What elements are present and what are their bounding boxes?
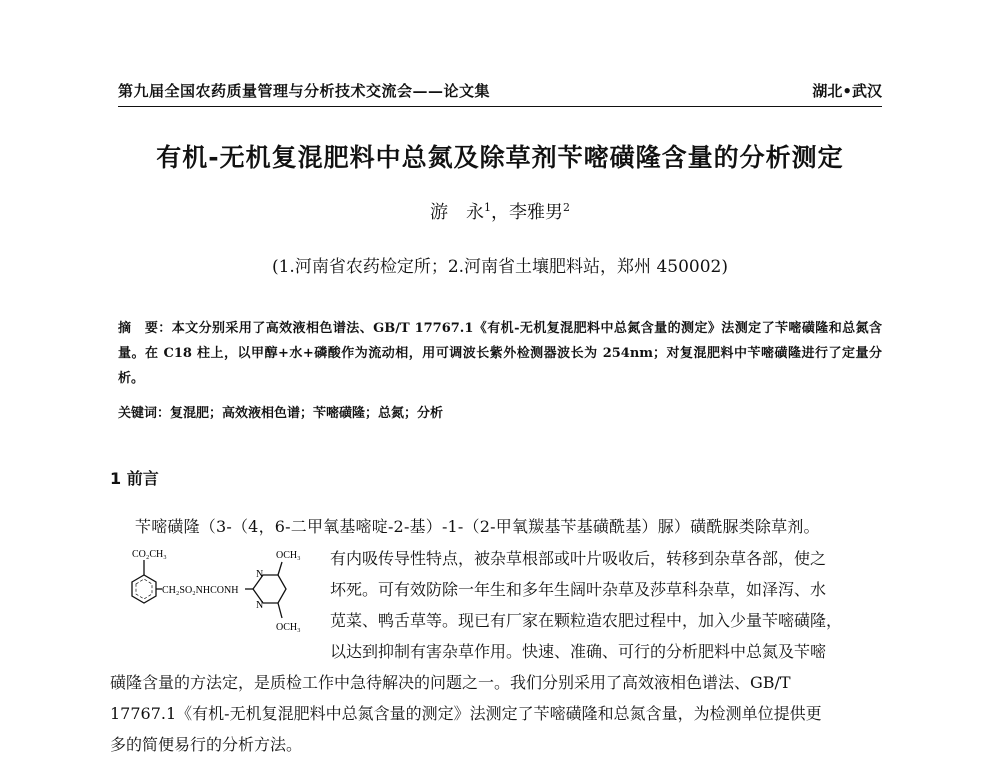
author-2: 李雅男 [509, 202, 563, 223]
body-line: 有内吸传导性特点，被杂草根部或叶片吸收后，转移到杂草各部，使之 [330, 549, 827, 568]
running-header-right: 湖北•武汉 [812, 82, 882, 100]
keywords-text: 复混肥；高效液相色谱；苄嘧磺隆；总氮；分析 [170, 406, 444, 421]
och3-top-label: OCH₃ [276, 550, 301, 561]
running-header-left: 第九届全国农药质量管理与分析技术交流会——论文集 [118, 82, 491, 100]
linker-label: CH₂SO₂NHCONH [162, 585, 239, 596]
authors [0, 198, 1000, 224]
co2ch3-label: CO₂CH₃ [132, 549, 167, 560]
author-1: 游 永 [430, 202, 484, 223]
keywords [118, 402, 443, 421]
body-line: 17767.1《有机-无机复混肥料中总氮含量的测定》法测定了苄嘧磺隆和总氮含量，为检测单位提供更 [110, 704, 822, 723]
body-line: 磺隆含量的方法定，是质检工作中急待解决的问题之一。我们分别采用了高效液相色谱法、GB/T [110, 673, 791, 692]
author-separator: ， [491, 202, 509, 223]
och3-bottom-label: OCH₃ [276, 622, 301, 633]
n-top-label: N [256, 569, 264, 580]
abstract-label: 摘 要： [118, 321, 172, 336]
author-1-affil: 1 [484, 201, 491, 214]
section-heading: 1 前言 [110, 469, 159, 488]
keywords-label: 关键词： [118, 406, 171, 421]
author-2-affil: 2 [563, 201, 570, 214]
body-line: 多的简便易行的分析方法。 [110, 735, 303, 754]
abstract [118, 316, 882, 391]
body-line: 苋菜、鸭舌草等。现已有厂家在颗粒造农肥过程中，加入少量苄嘧磺隆， [330, 611, 843, 630]
body-line: 坏死。可有效防除一年生和多年生阔叶杂草及莎草科杂草，如泽泻、水 [330, 580, 827, 599]
benzene-ring [132, 575, 156, 603]
n-bottom-label: N [256, 600, 264, 611]
chemical-structure [110, 544, 325, 636]
benzene-inner-ring [136, 579, 152, 599]
abstract-text: 本文分别采用了高效液相色谱法、GB/T 17767.1《有机-无机复混肥料中总氮含量的测定》法测定了苄嘧磺隆和总氮含量。在 C18 柱上，以甲醇+水+磷酸作为流动相，用可调波长紫外检测器波长为 254nm；对复混肥料中苄嘧磺隆进行了定量分析。 [118, 321, 882, 386]
body-line: 以达到抑制有害杂草作用。快速、准确、可行的分析肥料中总氮及苄嘧 [330, 642, 827, 661]
affiliations: (1.河南省农药检定所；2.河南省土壤肥料站，郑州 450002) [271, 257, 728, 277]
header-rule [118, 106, 882, 107]
paper-title: 有机-无机复混肥料中总氮及除草剂苄嘧磺隆含量的分析测定 [156, 143, 844, 172]
body-line: 苄嘧磺隆（3-（4，6-二甲氧基嘧啶-2-基）-1-（2-甲氧羰基苄基磺酰基）脲）磺酰脲类除草剂。 [135, 517, 820, 536]
